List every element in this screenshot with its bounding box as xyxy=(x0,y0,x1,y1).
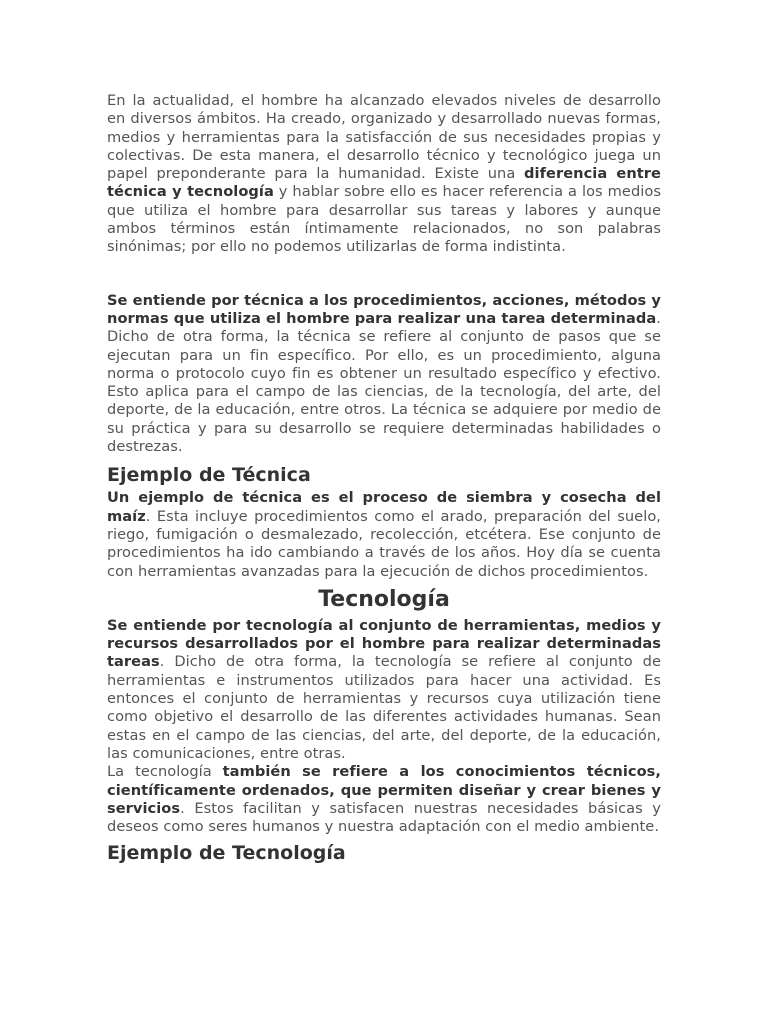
ejemplo-tecnica-heading: Ejemplo de Técnica xyxy=(107,464,311,487)
tecnologia-definition-text: . Dicho de otra forma, la tecnología se refiere al conjunto de herramientas e instrumentos utilizados para hacer una actividad. Es entonces el conjunto de herramientas y recursos cuya utilización tiene como objetivo el desarrollo de las diferentes actividades humanas. Sean estas en el campo de las ciencias, del arte, del deporte, de la educación, las comunicaciones, entre otras. xyxy=(107,653,661,762)
ejemplo-tecnica-text: . Esta incluye procedimientos como el arado, preparación del suelo, riego, fumigación o desmalezado, recolección, etcétera. Ese conjunto de procedimientos ha ido cambiando a través de los años. Hoy día se cuenta con herramientas avanzadas para la ejecución de dichos procedimientos. xyxy=(107,507,661,580)
tecnologia-knowledge-paragraph xyxy=(107,763,661,836)
ejemplo-tecnologia-heading: Ejemplo de Tecnología xyxy=(107,842,346,865)
tecnologia-definition-bold: Se entiende por tecnología al conjunto de herramientas, medios y recursos desarrollados por el hombre para realizar determinadas tareas xyxy=(107,616,661,671)
intro-paragraph xyxy=(107,92,661,257)
document-page xyxy=(107,92,661,864)
tecnica-definition-paragraph xyxy=(107,292,661,457)
tecnologia-knowledge-bold: también se refiere a los conocimientos técnicos, científicamente ordenados, que permiten diseñar y crear bienes y servicios xyxy=(107,763,661,817)
tecnologia-knowledge-text: . Estos facilitan y satisfacen nuestras necesidades básicas y deseos como seres humanos y nuestra adaptación con el medio ambiente. xyxy=(107,799,661,836)
ejemplo-tecnica-paragraph xyxy=(107,489,661,580)
tecnica-definition-bold: Se entiende por técnica a los procedimientos, acciones, métodos y normas que utiliza el hombre para realizar una tarea determinada xyxy=(107,291,661,327)
tecnica-definition-text: . Dicho de otra forma, la técnica se refiere al conjunto de pasos que se ejecutan para un fin específico. Por ello, es un procedimiento, alguna norma o protocolo cuyo fin es obtener un resultado específico y efectivo. Esto aplica para el campo de las ciencias, de la tecnología, del arte, del deporte, de la educación, entre otros. La técnica se adquiere por medio de su práctica y para su desarrollo se requiere determinadas habilidades o destrezas. xyxy=(107,309,661,456)
tecnologia-knowledge-lead: La tecnología xyxy=(107,763,223,781)
tecnologia-definition-paragraph xyxy=(107,617,661,763)
tecnologia-heading: Tecnología xyxy=(318,586,450,612)
intro-bold-phrase: diferencia entre técnica y tecnología xyxy=(107,165,661,201)
intro-text-1: En la actualidad, el hombre ha alcanzado elevados niveles de desarrollo en diversos ámbitos. Ha creado, organizado y desarrollado nuevas formas, medios y herramientas para la satisfacción de sus necesidades propias y colectivas. De esta manera, el desarrollo técnico y tecnológico juega un papel preponderante para la humanidad. Existe una xyxy=(107,92,661,183)
intro-text-2: y hablar sobre ello es hacer referencia a los medios que utiliza el hombre para desarrollar sus tareas y labores y aunque ambos términos están íntimamente relacionados, no son palabras sinónimas; por ello no podemos utilizarlas de forma indistinta. xyxy=(107,183,661,256)
ejemplo-tecnica-bold: Un ejemplo de técnica es el proceso de siembra y cosecha del maíz xyxy=(107,489,661,525)
